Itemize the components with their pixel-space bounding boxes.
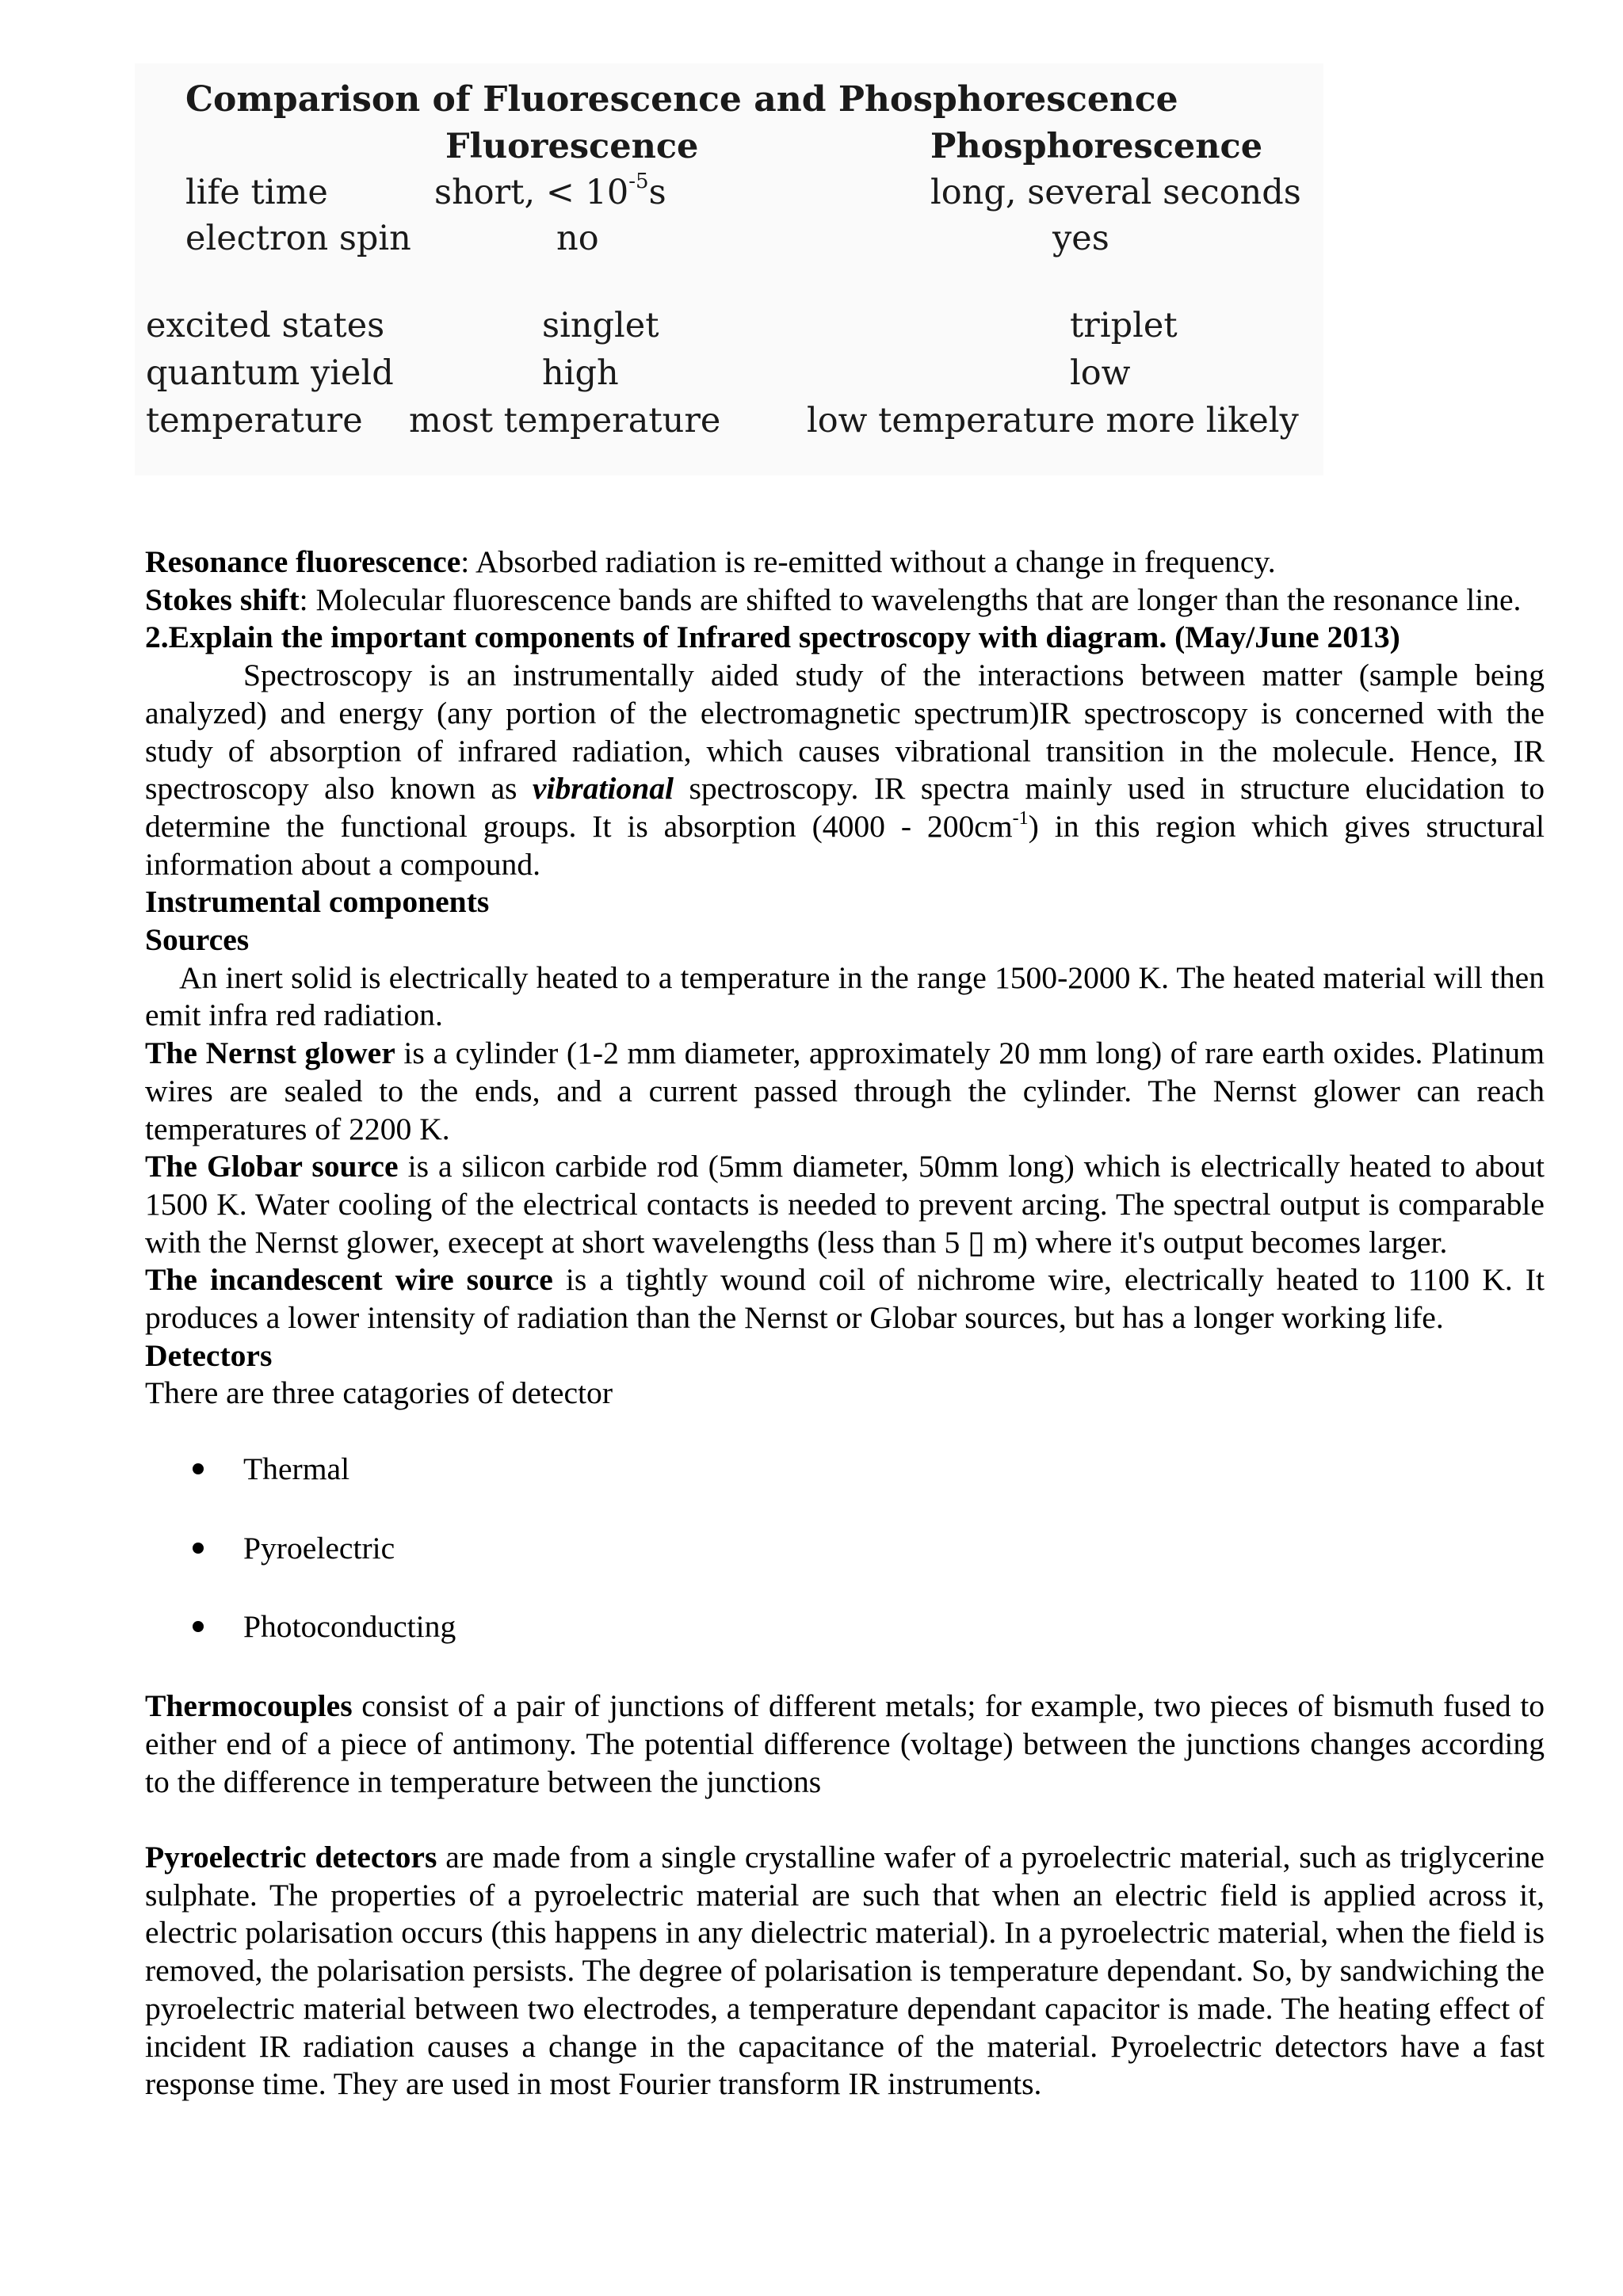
sources-heading: Sources	[145, 922, 250, 958]
row-label-excited-states: excited states	[146, 306, 385, 345]
comparison-table-title: Comparison of Fluorescence and Phosphorescence	[185, 79, 1178, 120]
globar-term: The Globar source	[145, 1149, 399, 1184]
pyroelectric-term: Pyroelectric detectors	[145, 1840, 437, 1875]
cell-fluorescence-quantum-yield: high	[542, 353, 619, 393]
bullet-icon	[193, 1463, 204, 1474]
stokes-paragraph: Stokes shift: Molecular fluorescence bands are shifted to wavelengths that are longer than the resonance line.	[145, 582, 1522, 617]
row-label-quantum-yield: quantum yield	[146, 353, 394, 393]
cell-fluorescence-excited-states: singlet	[542, 306, 659, 345]
nernst-paragraph: The Nernst glower is a cylinder (1-2 mm diameter, approximately 20 mm long) of rare earth oxides. Platinum wires are sealed to the ends, and a current passed through the cylinder. The Nernst glower can reach temperatures of 2200 K.	[145, 1035, 1545, 1146]
sources-intro: An inert solid is electrically heated to a temperature in the range 1500-2000 K. The heated material will then emit infra red radiation.	[145, 959, 1545, 1033]
intro-paragraph: Spectroscopy is an instrumentally aided study of the interactions between matter (sample being analyzed) and energy (any portion of the electromagnetic spectrum)IR spectroscopy is concerned with the study of absorption of infrared radiation, which causes vibrational transition in the molecule. Hence, IR spectroscopy also known as vibrational spectroscopy. IR spectra mainly used in structure elucidation to determine the functional groups. It is absorption $(4000 - 200cm^{-1})$ in this region which gives structural information about a compound.	[145, 658, 1545, 882]
detector-list	[145, 1451, 1545, 1688]
detectors-heading: Detectors	[145, 1337, 273, 1373]
row-label-temperature: temperature	[146, 401, 363, 441]
detectors-intro: There are three catagories of detector	[145, 1375, 613, 1411]
resonance-paragraph: Resonance fluorescence: Absorbed radiation is re-emitted without a change in frequency.	[145, 544, 1276, 579]
nernst-term: The Nernst glower	[145, 1035, 395, 1071]
stokes-term: Stokes shift	[145, 582, 300, 617]
thermocouples-term: Thermocouples	[145, 1688, 353, 1724]
cell-phosphorescence-temperature: low temperature more likely	[807, 401, 1299, 441]
bullet-icon	[193, 1543, 204, 1554]
cell-fluorescence-electron-spin: no	[556, 219, 599, 258]
cell-phosphorescence-electron-spin: yes	[1052, 219, 1109, 258]
cell-fluorescence-temperature: most temperature	[409, 401, 721, 441]
cell-phosphorescence-life-time: long, several seconds	[930, 173, 1301, 212]
list-item: Photoconducting	[145, 1608, 1545, 1688]
globar-paragraph: The Globar source is a silicon carbide rod (5mm diameter, 50mm long) which is electrically heated to about 1500 K. Water cooling of the electrical contacts is needed to prevent arcing. The spectral output is comparable with the Nernst glower, execept at short wavelengths (less than 5 ▯ m) where it's output becomes larger.	[145, 1149, 1545, 1260]
thermocouples-paragraph: Thermocouples consist of a pair of junctions of different metals; for example, two pieces of bismuth fused to either end of a piece of antimony. The potential difference (voltage) between the junctions changes according to the difference in temperature between the junctions	[145, 1688, 1545, 1799]
body-text	[145, 543, 1545, 2103]
incandescent-paragraph: The incandescent wire source is a tightly wound coil of nichrome wire, electrically heated to 1100 K. It produces a lower intensity of radiation than the Nernst or Globar sources, but has a longer working life.	[145, 1262, 1545, 1336]
vibrational-emphasis: vibrational	[532, 771, 674, 807]
list-item: Thermal	[145, 1451, 1545, 1530]
row-label-life-time: life time	[185, 173, 328, 212]
instrumental-components-heading: Instrumental components	[145, 884, 490, 920]
pyroelectric-paragraph: Pyroelectric detectors are made from a single crystalline wafer of a pyroelectric material, such as triglycerine sulphate. The properties of a pyroelectric material are such that when an electric field is applied across it, electric polarisation occurs (this happens in any dielectric material). In a pyroelectric material, when the field is removed, the polarisation persists. The degree of polarisation is temperature dependant. So, by sandwiching the pyroelectric material between two electrodes, a temperature dependant capacitor is made. The heating effect of incident IR radiation causes a change in the capacitance of the material. Pyroelectric detectors have a fast response time. They are used in most Fourier transform IR instruments.	[145, 1840, 1545, 2102]
list-item: Pyroelectric	[145, 1530, 1545, 1609]
row-label-electron-spin: electron spin	[185, 219, 411, 258]
cell-phosphorescence-quantum-yield: low	[1070, 353, 1131, 393]
bullet-icon	[193, 1621, 204, 1632]
header-phosphorescence: Phosphorescence	[930, 127, 1263, 166]
question-heading: 2.Explain the important components of Infrared spectroscopy with diagram. (May/June 2013)	[145, 620, 1400, 655]
cell-phosphorescence-excited-states: triplet	[1070, 306, 1178, 345]
cell-fluorescence-life-time: short, < $10^{-5}s$	[434, 170, 666, 212]
comparison-table-image	[135, 63, 1323, 475]
header-fluorescence: Fluorescence	[445, 127, 699, 166]
incandescent-term: The incandescent wire source	[145, 1262, 553, 1298]
resonance-term: Resonance fluorescence	[145, 544, 461, 579]
